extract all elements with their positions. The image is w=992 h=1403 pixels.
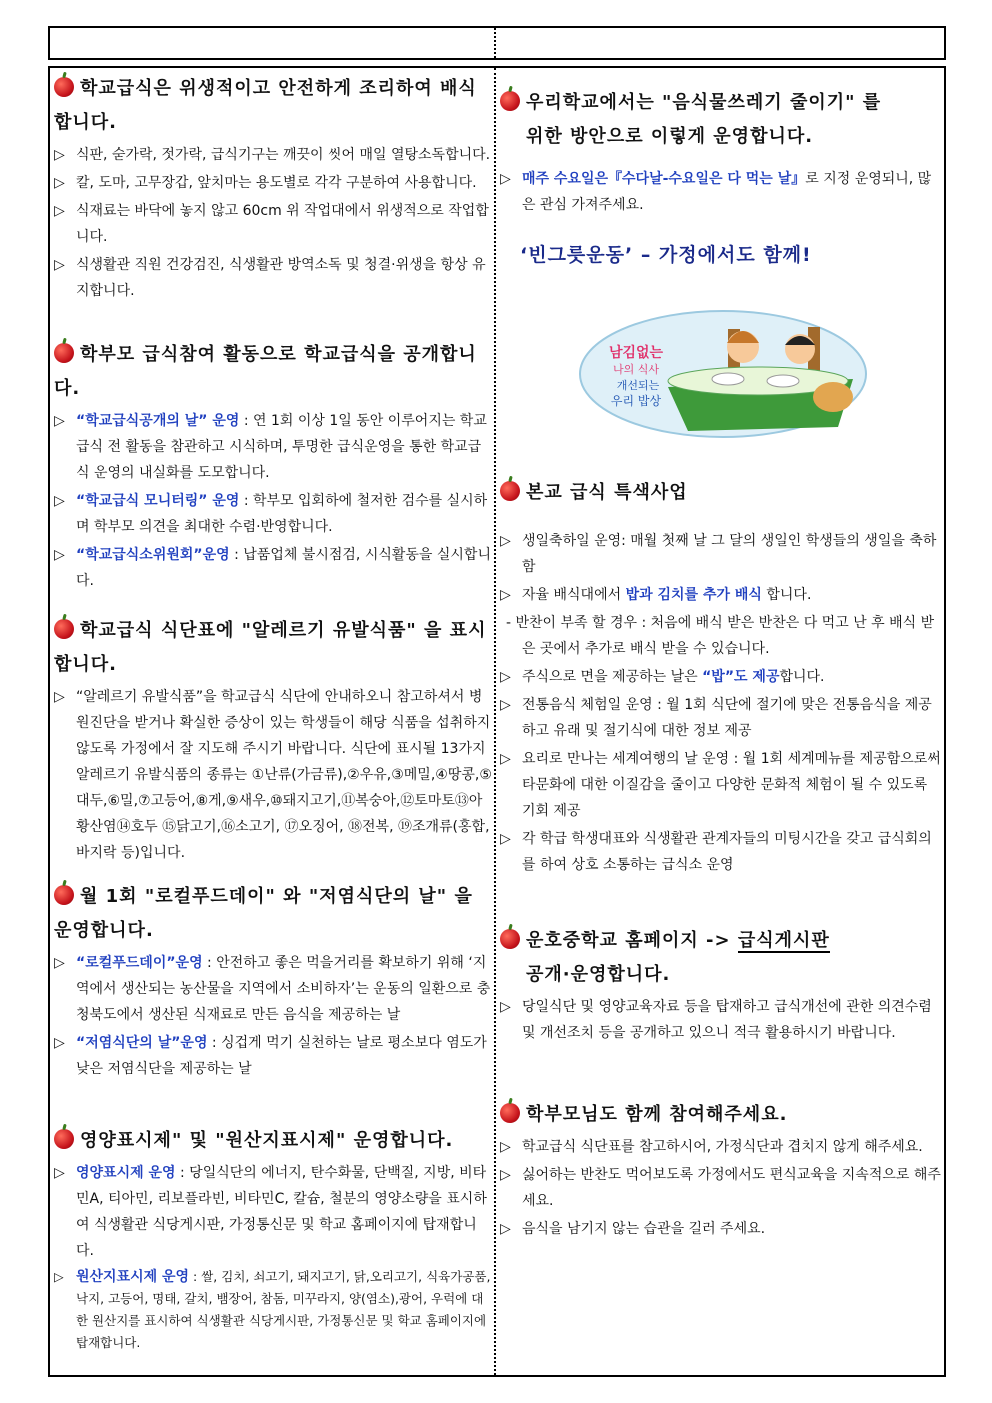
list-item: ▷ “학교급식 모니터링” 운영 : 학부모 입회하에 철저한 검수를 실시하며 학부모 의견을 최대한 수렴·반영합니다. — [54, 493, 488, 535]
apple-icon — [54, 1129, 74, 1149]
apple-icon — [500, 481, 520, 501]
main-box — [48, 66, 946, 1377]
section-title: 본교 급식 특색사업 — [500, 476, 942, 510]
list-item: ▷ 원산지표시제 운영 : 쌀, 김치, 쇠고기, 돼지고기, 닭,오리고기, 식육가공품, 낙지, 고등어, 명태, 갈치, 뱀장어, 참돔, 미꾸라지, 양(염소),광어, 우럭에 대한 원산지를 표시하여 식생활관 식당게시판, 가정통신문 및 학교 홈페이지에 탑재합니다. — [54, 1269, 491, 1350]
list-item: ▷ 각 학급 학생대표와 식생활관 관계자들의 미팅시간을 갖고 급식회의를 하여 상호 소통하는 급식소 운영 — [500, 831, 932, 873]
art-text: 개선되는 — [616, 379, 660, 392]
section-labeling — [54, 1124, 492, 1356]
section-hygiene — [54, 72, 492, 306]
list-item: ▷ 자율 배식대에서 밥과 김치를 추가 배식 합니다. — [500, 587, 812, 603]
list-item: ▷ 주식으로 면을 제공하는 날은 “밥”도 제공합니다. — [500, 669, 825, 685]
section-title: 우리학교에서는 "음식물쓰레기 줄이기" 를 위한 방안으로 이렇게 운영합니다. — [500, 86, 942, 154]
family-meal-illustration — [578, 309, 868, 439]
section-local-food — [54, 880, 492, 1084]
note: - 반찬이 부족 할 경우 : 처음에 배식 받은 반찬은 다 먹고 난 후 배식 받은 곳에서 추가로 배식 받을 수 있습니다. — [506, 615, 935, 657]
list-item: ▷ 학교급식 식단표를 참고하시어, 가정식단과 겹치지 않게 해주세요. — [500, 1139, 923, 1155]
list-item: ▷ 식판, 숟가락, 젓가락, 급식기구는 깨끗이 씻어 매일 열탕소독합니다. — [54, 147, 491, 163]
apple-icon — [54, 77, 74, 97]
list-item: ▷ 칼, 도마, 고무장갑, 앞치마는 용도별로 각각 구분하여 사용합니다. — [54, 175, 477, 191]
header-divider — [494, 28, 496, 58]
board-link[interactable]: 급식게시판 — [737, 930, 830, 951]
art-text: 우리 밥상 — [610, 394, 662, 408]
paragraph: ▷ “알레르기 유발식품”을 학교급식 식단에 안내하오니 참고하셔서 병원진단을 받거나 확실한 증상이 있는 학생들이 해당 식품을 섭취하지 않도록 가정에서 잘 지도해 주시기 바랍니다. 식단에 표시될 13가지 알레르기 유발식품의 종류는 ①난류(가금류),②우유,③메밀,④땅콩,⑤대두,⑥밀,⑦고등어,⑧게,⑨새우,⑩돼지고기,⑪복숭아,⑫토마토⑬아황산염⑭호두 ⑮닭고기,⑯소고기, ⑰오징어, ⑱전복, ⑲조개류(홍합, 바지락 등)입니다. — [54, 689, 492, 861]
column-divider — [494, 68, 496, 1375]
art-text: 나의 식사 — [612, 363, 660, 376]
list-item: ▷ 생일축하일 운영: 매월 첫째 날 그 달의 생일인 학생들의 생일을 축하함 — [500, 533, 937, 575]
list-item: ▷ 당일식단 및 영양교육자료 등을 탑재하고 급식개선에 관한 의견수렴 및 개선조치 등을 공개하고 있으니 적극 활용하시기 바랍니다. — [500, 999, 932, 1041]
section-title: 학교급식 식단표에 "알레르기 유발식품" 을 표시합니다. — [54, 620, 487, 675]
right-column — [500, 68, 942, 1375]
slogan: ‘빈그릇운동’ – 가정에서도 함께! — [520, 244, 812, 266]
list-item: ▷ 영양표시제 운영 : 당일식단의 에너지, 탄수화물, 단백질, 지방, 비타민A, 티아민, 리보플라빈, 비타민C, 칼슘, 철분의 영양소량을 표시하여 식생활관 식당게시판, 가정통신문 및 학교 홈페이지에 탑재합니다. — [54, 1165, 487, 1259]
list-item: ▷ 싫어하는 반찬도 먹어보도록 가정에서도 편식교육을 지속적으로 해주세요. — [500, 1167, 941, 1209]
list-item: ▷ 음식을 남기지 않는 습관을 길러 주세요. — [500, 1221, 766, 1237]
section-parent-participation — [54, 338, 492, 596]
apple-icon — [500, 929, 520, 949]
list-item: ▷ “로컬푸드데이”운영 : 안전하고 좋은 먹을거리를 확보하기 위해 ‘지역에서 생산되는 농산물을 지역에서 소비하자’는 운동의 일환으로 충청북도에서 생산된 식재료로 만든 음식을 제공하는 날 — [54, 955, 491, 1023]
section-allergy — [54, 614, 492, 868]
section-title: 학교급식은 위생적이고 안전하게 조리하여 배식합니다. — [54, 78, 477, 133]
section-title: 학부모 급식참여 활동으로 학교급식을 공개합니다. — [54, 344, 477, 399]
section-food-waste — [500, 86, 942, 267]
section-title: 운호중학교 홈페이지 -> 급식게시판 공개·운영합니다. — [500, 924, 942, 992]
section-homepage — [500, 924, 942, 1048]
section-title: 월 1회 "로컬푸드데이" 와 "저염식단의 날" 을 운영합니다. — [54, 886, 473, 941]
apple-icon — [54, 619, 74, 639]
apple-icon — [500, 1103, 520, 1123]
section-parents — [500, 1098, 942, 1244]
section-title: 학부모님도 함께 참여해주세요. — [500, 1098, 942, 1132]
left-column — [54, 68, 492, 1375]
apple-icon — [500, 91, 520, 111]
section-title: 영양표시제" 및 "원산지표시제" 운영합니다. — [54, 1124, 492, 1158]
list-item: ▷ “학교급식공개의 날” 운영 : 연 1회 이상 1일 동안 이루어지는 학교급식 전 활동을 참관하고 시식하며, 투명한 급식운영을 통한 학교급식 운영의 내실화를 도모합니다. — [54, 413, 487, 481]
section-special-programs — [500, 476, 942, 880]
list-item: ▷ 전통음식 체험일 운영 : 월 1회 식단에 절기에 맞은 전통음식을 제공하고 유래 및 절기식에 대한 정보 제공 — [500, 697, 932, 739]
apple-icon — [54, 885, 74, 905]
art-text: 남김없는 — [608, 345, 664, 361]
list-item: ▷ 식생활관 직원 건강검진, 식생활관 방역소독 및 청결·위생을 항상 유지합니다. — [54, 257, 486, 299]
list-item: ▷ “저염식단의 날”운영 : 싱겁게 먹기 실천하는 날로 평소보다 염도가 낮은 저염식단을 제공하는 날 — [54, 1035, 487, 1077]
list-item: ▷ “학교급식소위원회”운영 : 납품업체 불시점검, 시식활동을 실시합니다. — [54, 547, 491, 589]
list-item: ▷ 요리로 만나는 세계여행의 날 운영 : 월 1회 세계메뉴를 제공함으로써 타문화에 대한 이질감을 줄이고 다양한 문화적 체험이 될 수 있도록 기회 제공 — [500, 751, 941, 819]
apple-icon — [54, 343, 74, 363]
header-box — [48, 26, 946, 60]
list-item: ▷ 매주 수요일은『수다날-수요일은 다 먹는 날』로 지정 운영되니, 많은 관심 가져주세요. — [500, 171, 932, 213]
list-item: ▷ 식재료는 바닥에 놓지 않고 60cm 위 작업대에서 위생적으로 작업합니다. — [54, 203, 489, 245]
